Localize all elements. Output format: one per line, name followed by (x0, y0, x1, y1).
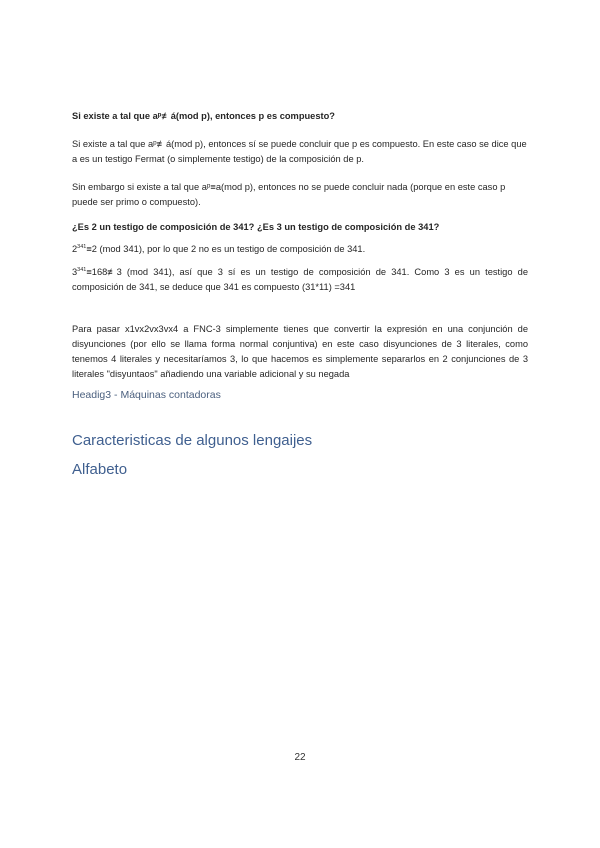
exponent: 341 (77, 267, 87, 273)
base-number: 2 (72, 244, 78, 254)
paragraph-fnc3: Para pasar x1vx2vx3vx4 a FNC-3 simplemente tienes que convertir la expresión en una conjunción de disyunciones (por ello se llama forma normal conjuntiva) en este caso disyunciones de 3 literales, como tenemos 4 literales y necesitaríamos 3, lo que hacemos es simplemente separarlos en 2 conjunciones de 3 literales "disyuntaos" añadiendo una variable adicional y su negada (72, 324, 528, 379)
exponent: 341 (77, 244, 87, 250)
heading2-alfabeto: Alfabeto (72, 461, 128, 478)
section-heading-341-question: ¿Es 2 un testigo de composición de 341? ¿Es 3 un testigo de composición de 341? (72, 222, 440, 232)
page-number: 22 (294, 752, 306, 763)
heading2-caracteristicas: Caracteristicas de algunos lengaijes (72, 432, 313, 449)
paragraph-2-power-341 (72, 242, 528, 257)
congruence-text: ≡168≢3 (mod 341), así que 3 sí es un testigo de composición de 341. Como 3 es un testigo de composición de 341, se deduce que 341 es compuesto (31*11) =341 (72, 267, 528, 292)
base-number: 3 (72, 267, 78, 277)
heading3-maquinas-contadoras: Headig3 - Máquinas contadoras (72, 389, 221, 401)
section-heading-fermat: Si existe a tal que aᵖ≢á(mod p), entonces p es compuesto? (72, 111, 335, 121)
congruence-text: ≡2 (mod 341), por lo que 2 no es un testigo de composición de 341. (86, 244, 366, 254)
paragraph-3-power-341 (72, 265, 528, 295)
paragraph-fermat-inconclusive: Sin embargo si existe a tal que aᵖ≡a(mod p), entonces no se puede concluir nada (porque en este caso p puede ser primo o compuesto). (72, 182, 506, 207)
paragraph-fermat-witness: Si existe a tal que aᵖ≢á(mod p), entonces sí se puede concluir que p es compuesto. En este caso se dice que a es un testigo Fermat (o simplemente testigo) de la composición de p. (72, 139, 527, 164)
